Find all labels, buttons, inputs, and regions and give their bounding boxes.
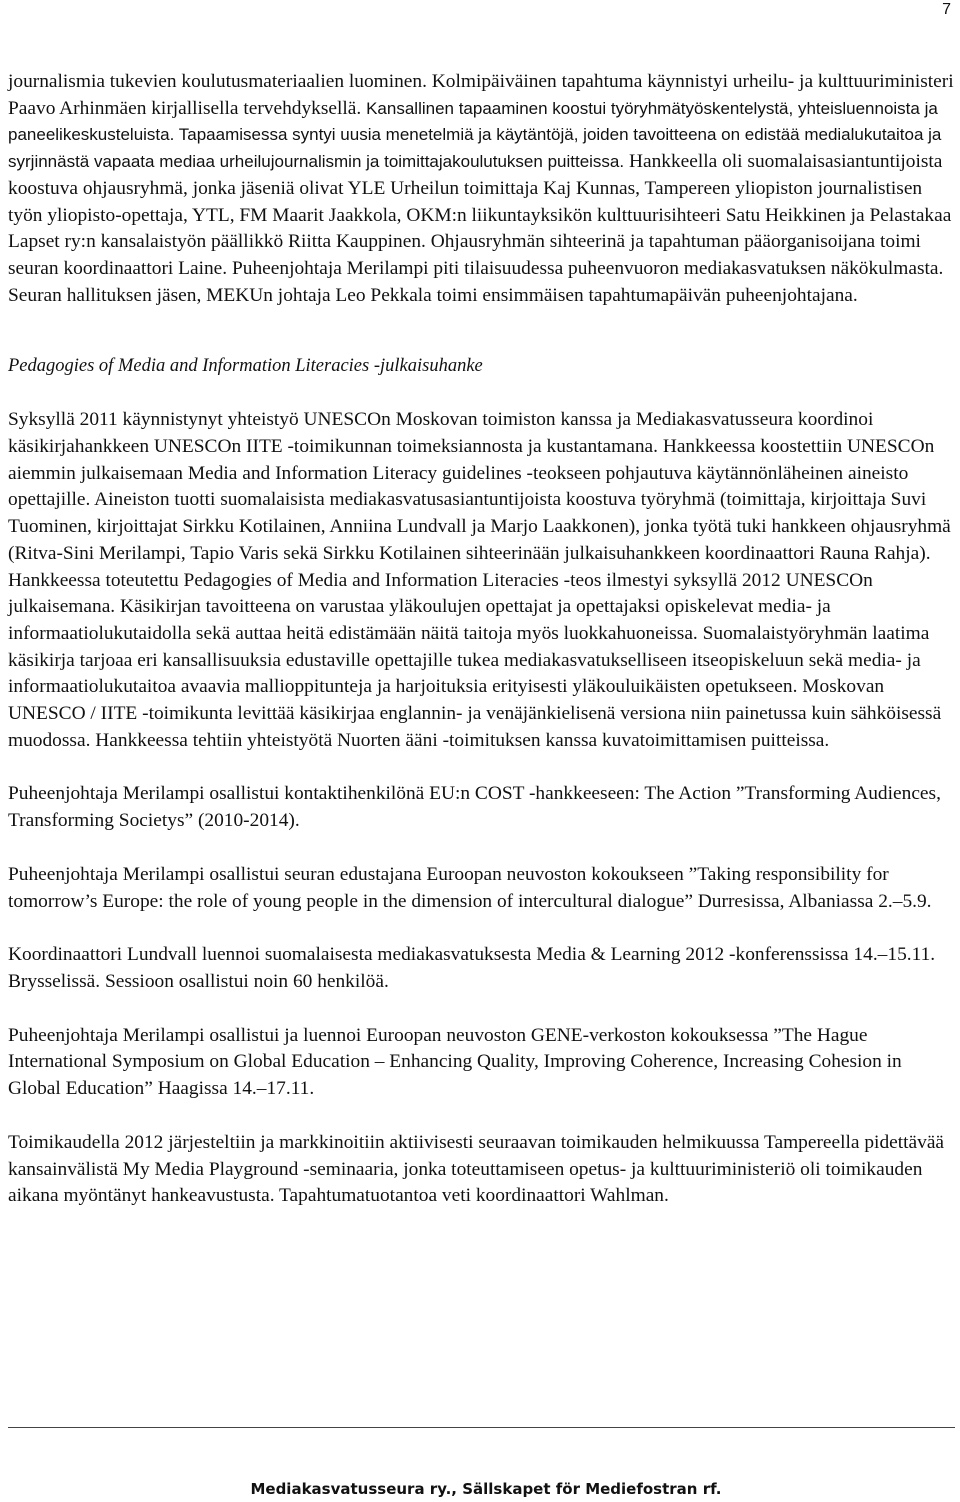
footer-organization: Mediakasvatusseura ry., Sällskapet för Mediefostran rf. [250,1480,722,1498]
document-body [8,69,955,1210]
paragraph-text: Hankkeella oli suomalaisasiantuntijoista koostuva ohjausryhmä, jonka jäseniä olivat YLE Urheilun toimittaja Kaj Kunnas, Tampereen yliopiston journalistisen työn yliopisto-opettaja, YTL, FM Maarit Jaakkola, OKM:n liikuntayksikön kulttuurisihteeri Satu Heikkinen ja Pelastakaa Lapset ry:n kansalaistyön päällikkö Riitta Kauppinen. Ohjausryhmän sihteerinä ja tapahtuman pääorganisoijana toimi seuran koordinaattori Laine. Puheenjohtaja Merilampi piti tilaisuudessa puheenvuoron mediakasvatuksen näkökulmasta. Seuran hallituksen jäsen, MEKUn johtaja Leo Pekkala toimi ensimmäisen tapahtumapäivän puheenjohtajana. [8,151,952,306]
paragraph-unesco-handbook: Syksyllä 2011 käynnistynyt yhteistyö UNESCOn Moskovan toimiston kanssa ja Mediakasvatusseura koordinoi käsikirjahankkeen UNESCOn IITE -toimikunnan toimeksiannosta ja kustantamana. Hankkeessa koostettiin UNESCOn aiemmin julkaisemaan Media and Information Literacy guidelines -teokseen pohjautuva käytännönläheinen aineisto opettajille. Aineiston tuotti suomalaisista mediakasvatusasiantuntijoista koostuva työryhmä (toimittaja, kirjoittaja Suvi Tuominen, kirjoittajat Sirkku Kotilainen, Anniina Lundvall ja Marjo Laakkonen), jonka työtä tuki hankkeen ohjausryhmä (Ritva-Sini Merilampi, Tapio Varis sekä Sirkku Kotilainen sihteerinään julkaisuhankkeen koordinaattori Rauna Rahja). Hankkeessa toteutettu Pedagogies of Media and Information Literacies -teos ilmestyi syksyllä 2012 UNESCOn julkaisemana. Käsikirjan tavoitteena on varustaa yläkoulujen opettajat ja opettajaksi opiskelevat media- ja informaatiolukutaidolla sekä auttaa heitä edistämään näitä taitoja myös luokkahuoneissa. Suomalaistyöryhmän laatima käsikirja tarjoaa eri kansallisuuksia edustaville opettajille tukea mediakasvatukselliseen itseopiskeluun sekä media- ja informaatiolukutaitoa avaavia mallioppitunteja ja harjoituksia erityisesti yläkouluikäisten opetukseen. Moskovan UNESCO / IITE -toimikunta levittää käsikirjaa englannin- ja venäjänkielisenä versiona niin painetussa kuin sähköisessä muodossa. Hankkeessa tehtiin yhteistyötä Nuorten ääni -toimituksen kanssa kuvatoimittamisen puitteissa. [8,409,951,751]
paragraph-cost-action: Puheenjohtaja Merilampi osallistui kontaktihenkilönä EU:n COST -hankkeeseen: The Action ”Transforming Audiences, Transforming Societys” (2010-2014). [8,783,941,832]
paragraph-text: journalismia tukevien koulutusmateriaalien luominen. Kolmipäiväinen tapahtuma käynnistyi urheilu- ja kulttuuriministeri Paavo Arhinmäen kirjallisella tervehdyksellä. [8,71,954,119]
page-number: 7 [942,1,951,18]
footer-divider [8,1427,955,1428]
paragraph-my-media-playground: Toimikaudella 2012 järjesteltiin ja markkinoitiin aktiivisesti seuraavan toimikauden helmikuussa Tampereella pidettävää kansainvälistä My Media Playground -seminaaria, jonka toteuttamiseen opetus- ja kulttuuriministeriö oli toimikauden aikana myöntänyt hankeavustusta. Tapahtumatuotantoa veti koordinaattori Wahlman. [8,1131,945,1207]
paragraph-text-sans: Tapaamisessa syntyi uusia menetelmiä ja käytäntöjä, joiden tavoitteena on edistää medialukutaitoa ja syrjinnästä vapaata mediaa urheilujournalismin ja toimittajakoulutuksen puitteissa. [8,125,942,172]
section-heading: Pedagogies of Media and Information Literacies -julkaisuhanke [8,356,483,377]
paragraph-gene-network: Puheenjohtaja Merilampi osallistui ja luennoi Euroopan neuvoston GENE-verkoston kokouksessa ”The Hague International Symposium on Global Education – Enhancing Quality, Improving Coherence, Increasing Cohesion in Global Education” Haagissa 14.–17.11. [8,1024,902,1100]
paragraph-text-sans: Kansallinen tapaaminen koostui työryhmätyöskentelystä, yhteisluennoista ja paneelikeskusteluista. [8,98,938,145]
paragraph-media-learning: Koordinaattori Lundvall luennoi suomalaisesta mediakasvatuksesta Media & Learning 2012 -konferenssissa 14.–15.11. Brysselissä. Sessioon osallistui noin 60 henkilöä. [8,944,936,992]
paragraph-council-of-europe: Puheenjohtaja Merilampi osallistui seuran edustajana Euroopan neuvoston kokoukseen ”Taking responsibility for tomorrow’s Europe: the role of young people in the dimension of intercultural dialogue” Durresissa, Albaniassa 2.–5.9. [8,863,932,912]
paragraph-sports-journalism-event [8,69,955,309]
